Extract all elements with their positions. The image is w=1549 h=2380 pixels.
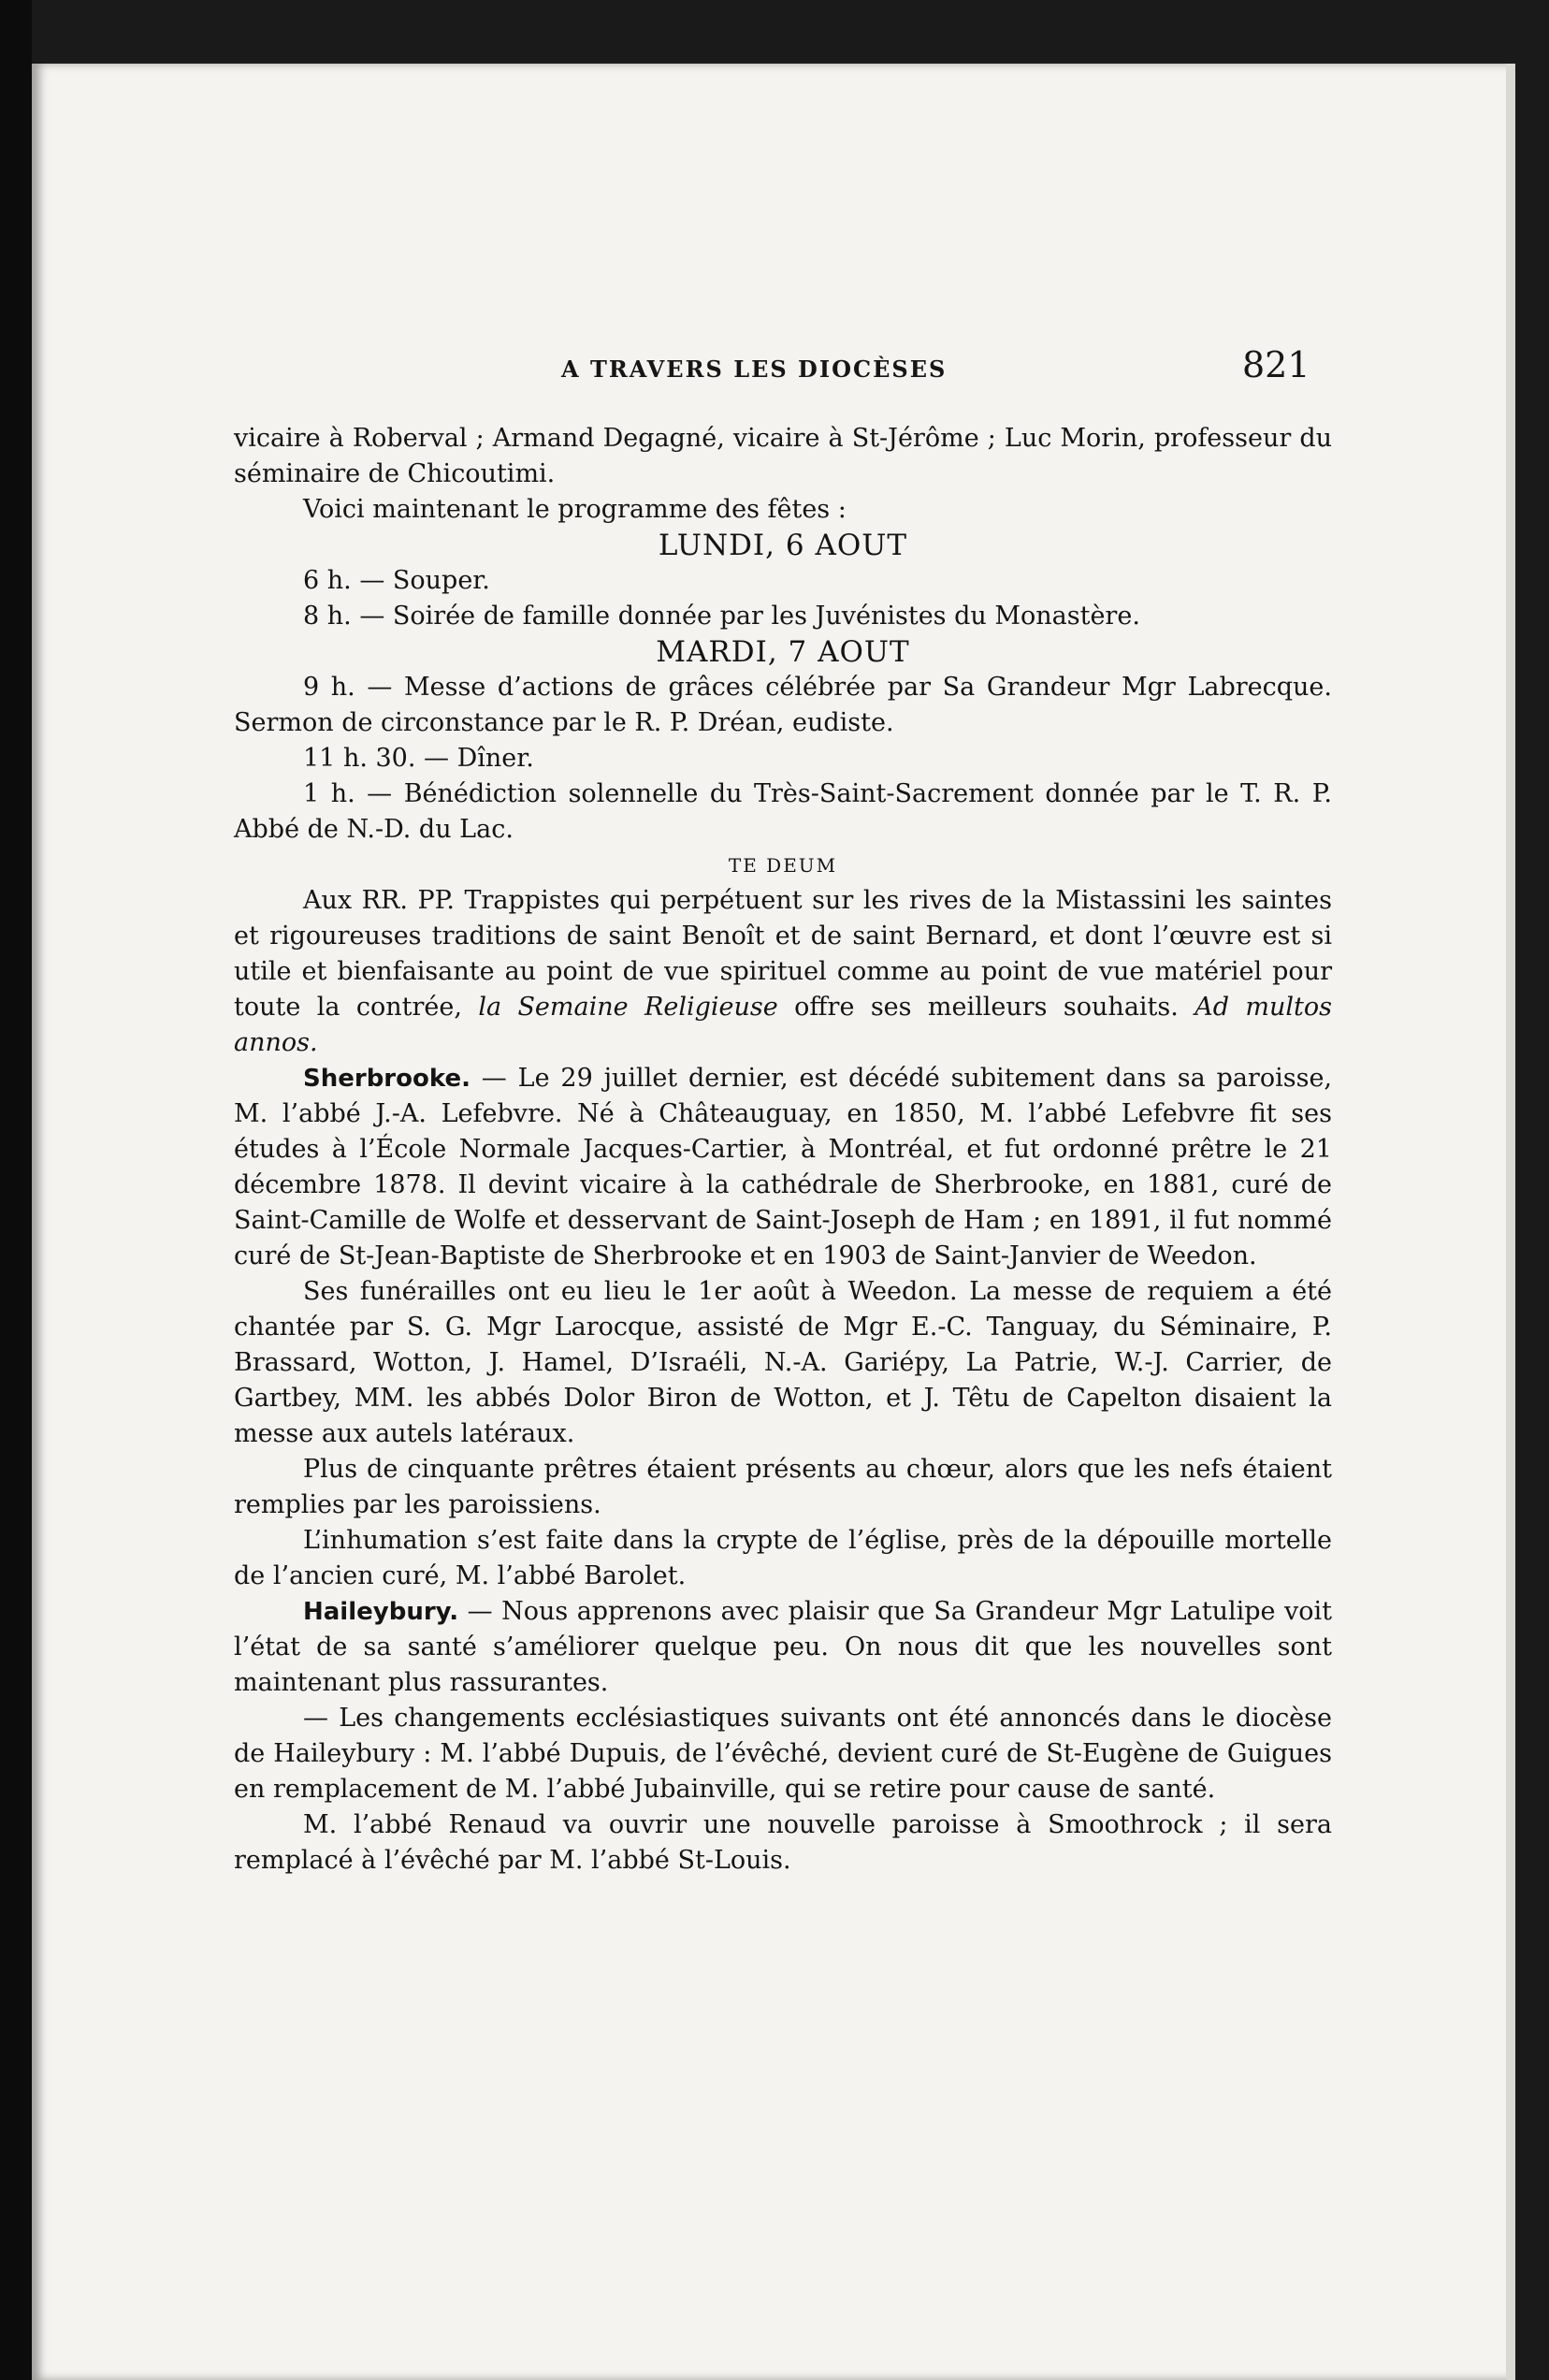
- paragraph: [234, 883, 1332, 1061]
- text-run: Aux RR. PP. Trappistes qui perpétuent sur les rives de la Mistassini les saintes et rigoureuses traditions de saint Benoît et de saint Bernard, et dont l’œuvre est si utile et bienfaisante au point de vue spirituel comme au point de vue matériel pour toute la contrée,: [234, 886, 1332, 1022]
- schedule-day-heading: MARDI, 7 AOUT: [656, 635, 910, 669]
- italic-text: Ad multos annos.: [234, 993, 1332, 1057]
- paragraph: M. l’abbé Renaud va ouvrir une nouvelle paroisse à Smoothrock ; il sera remplacé à l’évêché par M. l’abbé St-Louis.: [234, 1810, 1332, 1875]
- page-body: [234, 421, 1332, 1879]
- italic-text: la Semaine Religieuse: [478, 993, 778, 1022]
- schedule-day-heading: LUNDI, 6 AOUT: [658, 529, 908, 562]
- schedule-item: 6 h. — Souper.: [303, 566, 490, 595]
- schedule-item: 8 h. — Soirée de famille donnée par les Juvénistes du Monastère.: [303, 602, 1140, 631]
- text-run: offre ses meilleurs souhaits.: [777, 993, 1195, 1022]
- text-run: — Le 29 juillet dernier, est décédé subitement dans sa paroisse, M. l’abbé J.-A. Lefebvre. Né à Châteauguay, en 1850, M. l’abbé Lefebvre fit ses études à l’École Normale Jacques-Cartier, à Montréal, et fut ordonné prêtre le 21 décembre 1878. Il devint vicaire à la cathédrale de Sherbrooke, en 1881, curé de Saint-Camille de Wolfe et desservant de Saint-Joseph de Ham ; en 1891, il fut nommé curé de St-Jean-Baptiste de Sherbrooke et en 1903 de Saint-Janvier de Weedon.: [234, 1064, 1332, 1270]
- running-head: A TRAVERS LES DIOCÈSES: [561, 356, 948, 383]
- text-run: — Nous apprenons avec plaisir que Sa Grandeur Mgr Latulipe voit l’état de sa santé s’améliorer quelque peu. On nous dit que les nouvelles sont maintenant plus rassurantes.: [234, 1597, 1332, 1697]
- page-number: 821: [1242, 344, 1310, 385]
- page-edge: [1506, 64, 1515, 2380]
- diocese-name: Haileybury.: [303, 1598, 459, 1626]
- page-header: [32, 288, 1515, 385]
- paragraph: Ses funérailles ont eu lieu le 1er août à Weedon. La messe de requiem a été chantée par S. G. Mgr Larocque, assisté de Mgr E.-C. Tanguay, du Séminaire, P. Brassard, Wotton, J. Hamel, D’Israéli, N.-A. Gariépy, La Patrie, W.-J. Carrier, de Gartbey, MM. les abbés Dolor Biron de Wotton, et J. Têtu de Capelton disaient la messe aux autels latéraux.: [234, 1277, 1332, 1448]
- te-deum-heading: TE DEUM: [728, 854, 838, 877]
- diocese-entry-sherbrooke: [234, 1061, 1332, 1274]
- schedule-item: 1 h. — Bénédiction solennelle du Très-Saint-Sacrement donnée par le T. R. P. Abbé de N.-D. du Lac.: [234, 779, 1332, 844]
- paragraph: L’inhumation s’est faite dans la crypte de l’église, près de la dépouille mortelle de l’ancien curé, M. l’abbé Barolet.: [234, 1526, 1332, 1590]
- paragraph: Voici maintenant le programme des fêtes :: [303, 495, 847, 524]
- diocese-name: Sherbrooke.: [303, 1065, 470, 1093]
- paragraph: — Les changements ecclésiastiques suivants ont été annoncés dans le diocèse de Haileybury : M. l’abbé Dupuis, de l’évêché, devient curé de St-Eugène de Guigues en remplacement de M. l’abbé Jubainville, qui se retire pour cause de santé.: [234, 1704, 1332, 1804]
- book-page: [32, 64, 1515, 2380]
- paragraph: Plus de cinquante prêtres étaient présents au chœur, alors que les nefs étaient remplies par les paroissiens.: [234, 1455, 1332, 1519]
- diocese-entry-haileybury: [234, 1594, 1332, 1701]
- scan-border: [0, 0, 32, 2380]
- schedule-item: 11 h. 30. — Dîner.: [303, 744, 534, 773]
- schedule-item: 9 h. — Messe d’actions de grâces célébrée par Sa Grandeur Mgr Labrecque. Sermon de circonstance par le R. P. Dréan, eudiste.: [234, 673, 1332, 737]
- paragraph: vicaire à Roberval ; Armand Degagné, vicaire à St-Jérôme ; Luc Morin, professeur du séminaire de Chicoutimi.: [234, 424, 1332, 488]
